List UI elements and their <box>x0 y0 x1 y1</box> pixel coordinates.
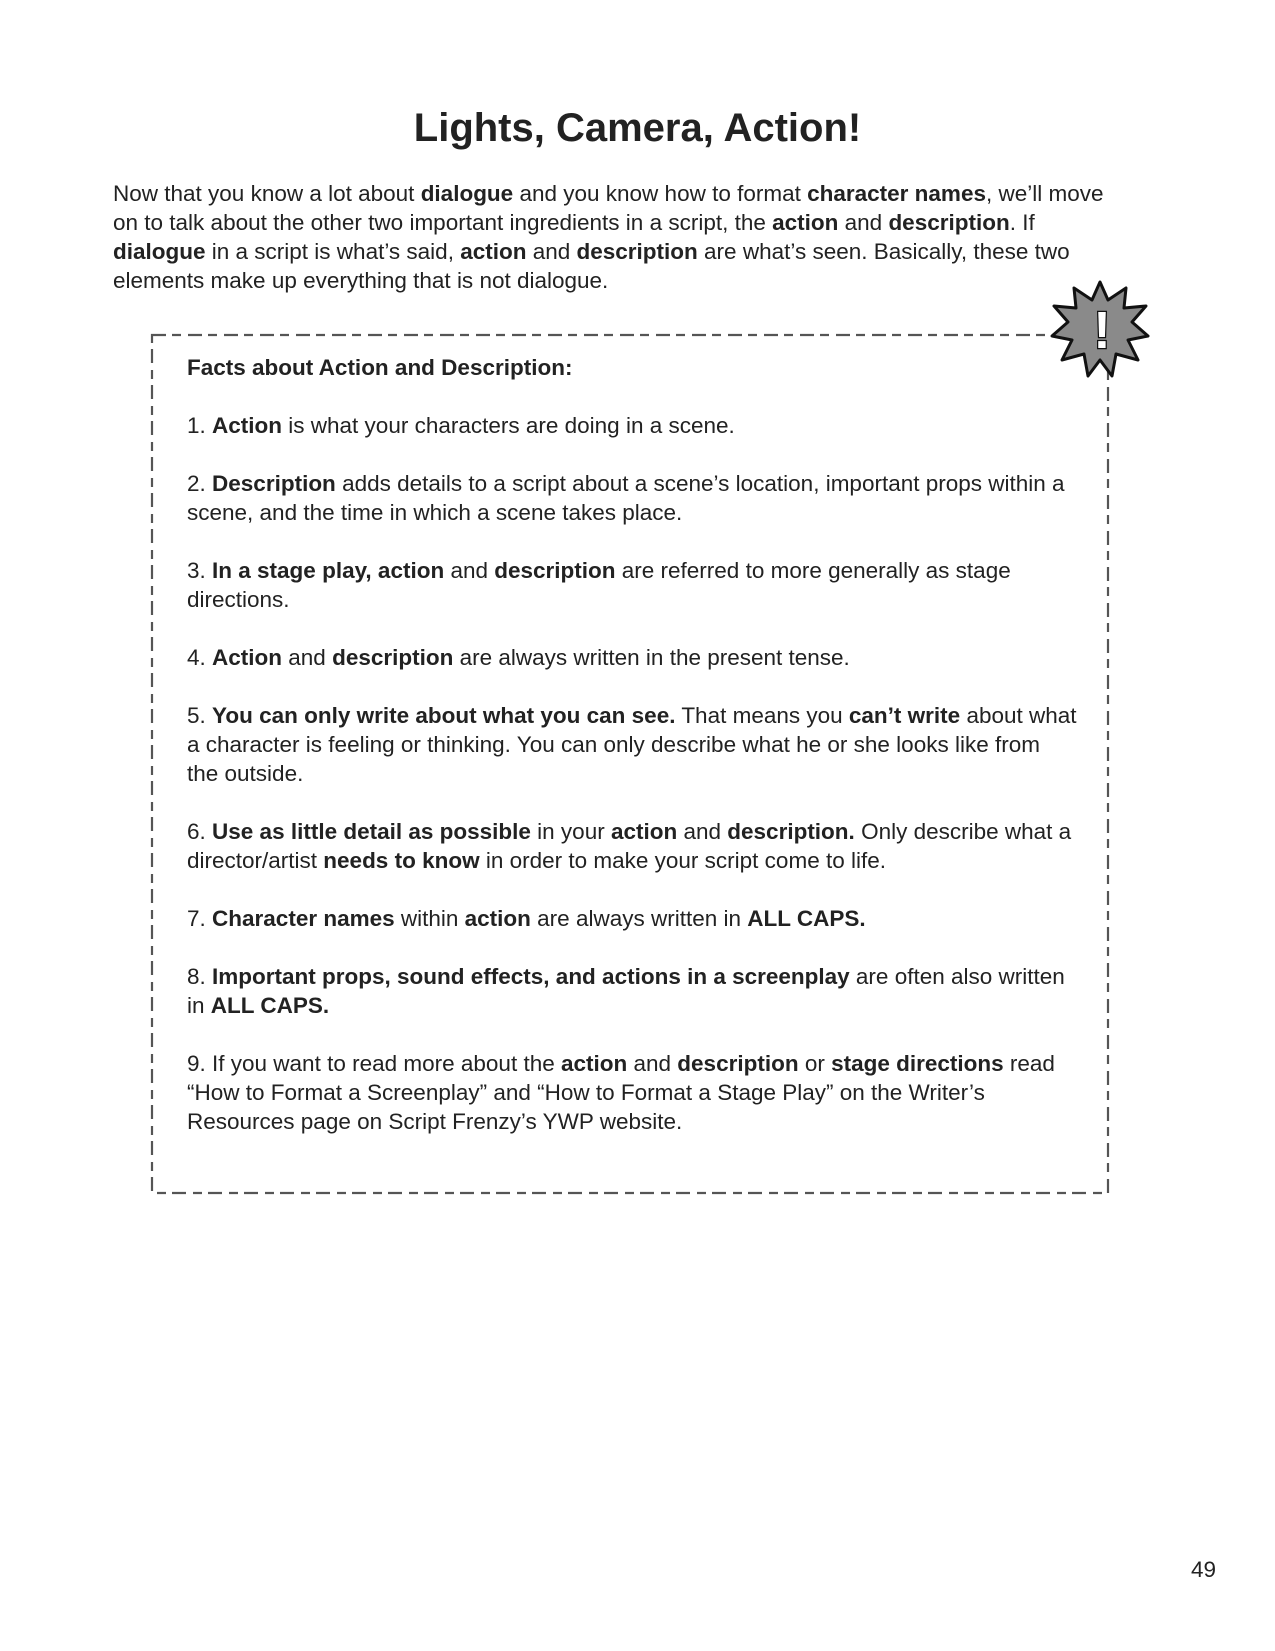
text-run: and <box>677 819 728 844</box>
fact-item-5 <box>187 701 1077 788</box>
bold-text: action <box>772 210 839 235</box>
page-title: Lights, Camera, Action! <box>413 106 862 150</box>
bold-text: Action <box>212 413 283 438</box>
text-run: in order to make your script come to life. <box>479 848 886 873</box>
exclamation-glyph: ! <box>1093 302 1111 360</box>
text-run: 7. <box>187 906 213 931</box>
text-run: 3. <box>187 558 213 583</box>
bold-text: dialogue <box>113 239 206 264</box>
text-run: and <box>444 558 495 583</box>
bold-text: Description <box>212 471 336 496</box>
page-number: 49 <box>1190 1557 1216 1582</box>
bold-text: Important props, sound effects, and actions in a screenplay <box>212 964 850 989</box>
text-run: are always written in the present tense. <box>453 645 850 670</box>
text-run: 5. <box>187 703 213 728</box>
text-run: 1. <box>187 413 213 438</box>
bold-text: needs to know <box>323 848 480 873</box>
facts-box <box>150 333 1110 1195</box>
text-run: Now that you know a lot about <box>113 181 421 206</box>
bold-text: action <box>560 1051 628 1076</box>
text-run: and you know how to format <box>513 181 808 206</box>
text-run: and <box>838 210 889 235</box>
bold-text: description. <box>727 819 855 844</box>
bold-text: action <box>464 906 531 931</box>
bold-text: Action <box>212 645 283 670</box>
text-run: is what your characters are doing in a scene. <box>282 413 735 438</box>
bold-text: description <box>888 210 1010 235</box>
text-run: are always written in <box>530 906 748 931</box>
exclamation-burst-icon <box>1050 280 1150 380</box>
facts-list <box>187 353 1077 1165</box>
text-run: within <box>394 906 465 931</box>
text-run: in a script is what’s said, <box>205 239 461 264</box>
fact-item-4 <box>187 643 1077 672</box>
fact-item-3 <box>187 556 1077 614</box>
bold-text: You can only write about what you can see. <box>212 703 676 728</box>
text-run: , we’ll move on to talk about the other two important ingredients in a script, the <box>113 181 1104 235</box>
fact-item-9 <box>187 1049 1077 1136</box>
bold-text: ALL CAPS. <box>210 993 330 1018</box>
fact-item-1 <box>187 411 1077 440</box>
text-run: 9. If you want to read more about the <box>187 1051 561 1076</box>
bold-text: description <box>576 239 698 264</box>
facts-heading: Facts about Action and Description: <box>187 355 573 380</box>
text-run: and <box>282 645 333 670</box>
bold-text: action <box>610 819 678 844</box>
text-run: 8. <box>187 964 213 989</box>
text-run: Only describe what a director/artist <box>187 819 1072 873</box>
bold-text: description <box>494 558 616 583</box>
text-run: are referred to more generally as stage directions. <box>187 558 1011 612</box>
bold-text: Use as little detail as possible <box>212 819 531 844</box>
text-run: adds details to a script about a scene’s location, important props within a scene, and the time in which a scene takes place. <box>187 471 1065 525</box>
fact-item-8 <box>187 962 1077 1020</box>
facts-items <box>187 411 1077 1136</box>
fact-item-7 <box>187 904 1077 933</box>
bold-text: can’t write <box>848 703 961 728</box>
text-run: are what’s seen. Basically, these two elements make up everything that is not dialogue. <box>113 239 1070 293</box>
text-run: . If <box>1009 210 1035 235</box>
text-run: That means you <box>675 703 849 728</box>
text-run: 4. <box>187 645 213 670</box>
text-run: and <box>627 1051 678 1076</box>
text-run: and <box>526 239 577 264</box>
bold-text: description <box>332 645 454 670</box>
text-run: are often also written in <box>187 964 1065 1018</box>
bold-text: In a stage play, action <box>212 558 445 583</box>
intro-paragraph <box>113 179 1133 295</box>
bold-text: dialogue <box>420 181 514 206</box>
bold-text: ALL CAPS. <box>747 906 866 931</box>
bold-text: description <box>677 1051 799 1076</box>
text-run: 6. <box>187 819 213 844</box>
fact-item-6 <box>187 817 1077 875</box>
text-run: or <box>798 1051 832 1076</box>
text-run: in your <box>530 819 611 844</box>
text-run: 2. <box>187 471 213 496</box>
bold-text: stage directions <box>831 1051 1004 1076</box>
bold-text: action <box>460 239 527 264</box>
text-run: read “How to Format a Screenplay” and “How to Format a Stage Play” on the Writer’s Resources page on Script Frenzy’s YWP website. <box>187 1051 1055 1134</box>
bold-text: Character names <box>212 906 395 931</box>
bold-text: character names <box>807 181 986 206</box>
fact-item-2 <box>187 469 1077 527</box>
text-run: about what a character is feeling or thinking. You can only describe what he or she looks like from the outside. <box>187 703 1077 786</box>
